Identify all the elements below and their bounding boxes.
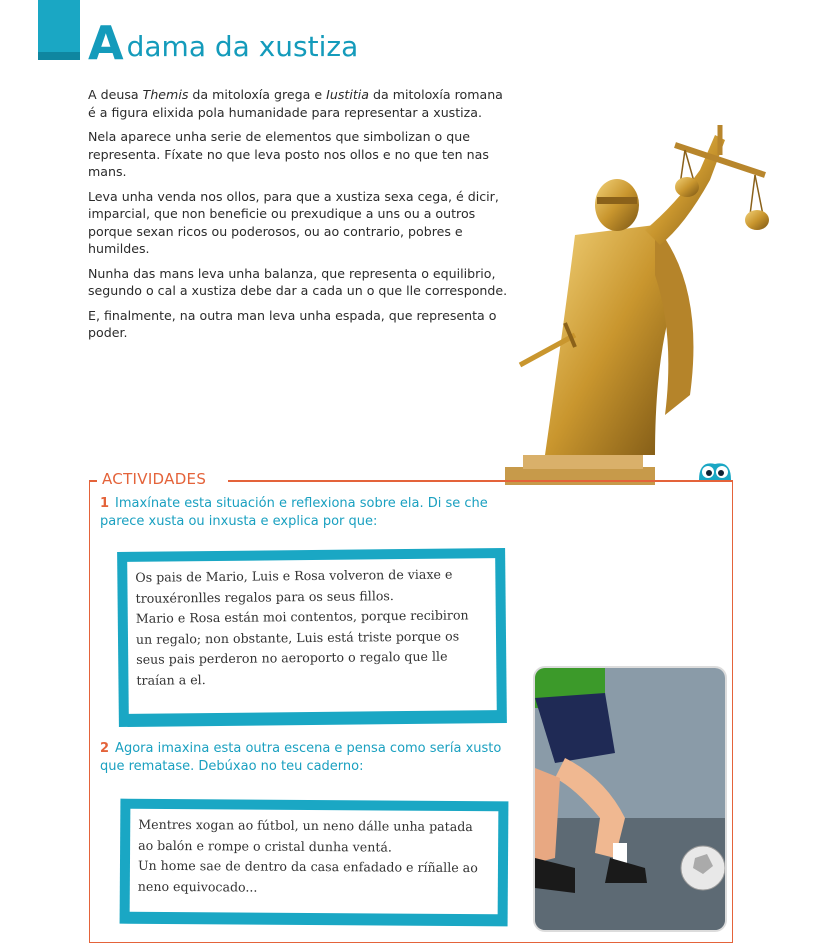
- question-2-text: Agora imaxina esta outra escena e pensa como sería xusto que rematase. Debúxao no teu caderno:: [100, 741, 502, 774]
- story-box-2: [120, 799, 509, 927]
- paragraph-1: A deusa Themis da mitoloxía grega e Iustitia da mitoloxía romana é a figura elixida pola humanidade para representar a xustiza.: [88, 87, 503, 120]
- justice-statue-image: [505, 95, 785, 485]
- football-kick-photo: [535, 668, 725, 930]
- chapter-bookmark: [38, 0, 80, 60]
- story-1-paragraph-2: Mario e Rosa están moi contentos, porque recibiron un regalo; non obstante, Luis está triste porque os seus pais perderon no aeroporto o regalo que lle traían a el.: [135, 607, 469, 688]
- title-rest: dama da xustiza: [126, 30, 359, 63]
- story-box-2-content: [130, 809, 499, 915]
- story-2-paragraph-2: Un home sae de dentro da casa enfadado e ríñalle ao neno equivocado...: [137, 857, 478, 895]
- activities-frame-top-right: [228, 480, 733, 482]
- question-2-number: 2: [100, 741, 110, 756]
- question-1-number: 1: [100, 496, 110, 511]
- activities-heading: ACTIVIDADES: [102, 470, 207, 488]
- chapter-bookmark-fold: [38, 52, 80, 60]
- story-1-paragraph-1: Os pais de Mario, Luis e Rosa volveron de viaxe e trouxéronlles regalos para os seus fillos.: [135, 566, 453, 606]
- question-1: [100, 495, 510, 531]
- story-box-1-content: [127, 558, 497, 714]
- activities-frame-top-left: [89, 480, 97, 482]
- paragraph-3: Leva unha venda nos ollos, para que a xustiza sexa cega, é dicir, imparcial, que non beneficie ou prexudique a uns ou a outros porque sexan ricos ou poderosos, ou ao contrario, pobres e humildes.: [88, 188, 499, 256]
- story-2-paragraph-1: Mentres xogan ao fútbol, un neno dálle unha patada ao balón e rompe o cristal dunha ventá.: [138, 816, 473, 855]
- question-2: [100, 740, 510, 776]
- paragraph-5: E, finalmente, na outra man leva unha espada, que representa o poder.: [88, 307, 497, 340]
- page-title: [88, 16, 358, 70]
- title-initial: A: [88, 16, 124, 70]
- intro-text: [88, 86, 508, 349]
- question-1-text: Imaxínate esta situación e reflexiona sobre ela. Di se che parece xusta ou inxusta e explica por que:: [100, 496, 488, 529]
- paragraph-4: Nunha das mans leva unha balanza, que representa o equilibrio, segundo o cal a xustiza debe dar a cada un o que lle corresponde.: [88, 265, 508, 298]
- eyes-icon: [697, 458, 733, 482]
- paragraph-2: Nela aparece unha serie de elementos que simbolizan o que representa. Fíxate no que leva posto nos ollos e no que ten nas mans.: [88, 129, 489, 179]
- story-box-1: [117, 548, 507, 727]
